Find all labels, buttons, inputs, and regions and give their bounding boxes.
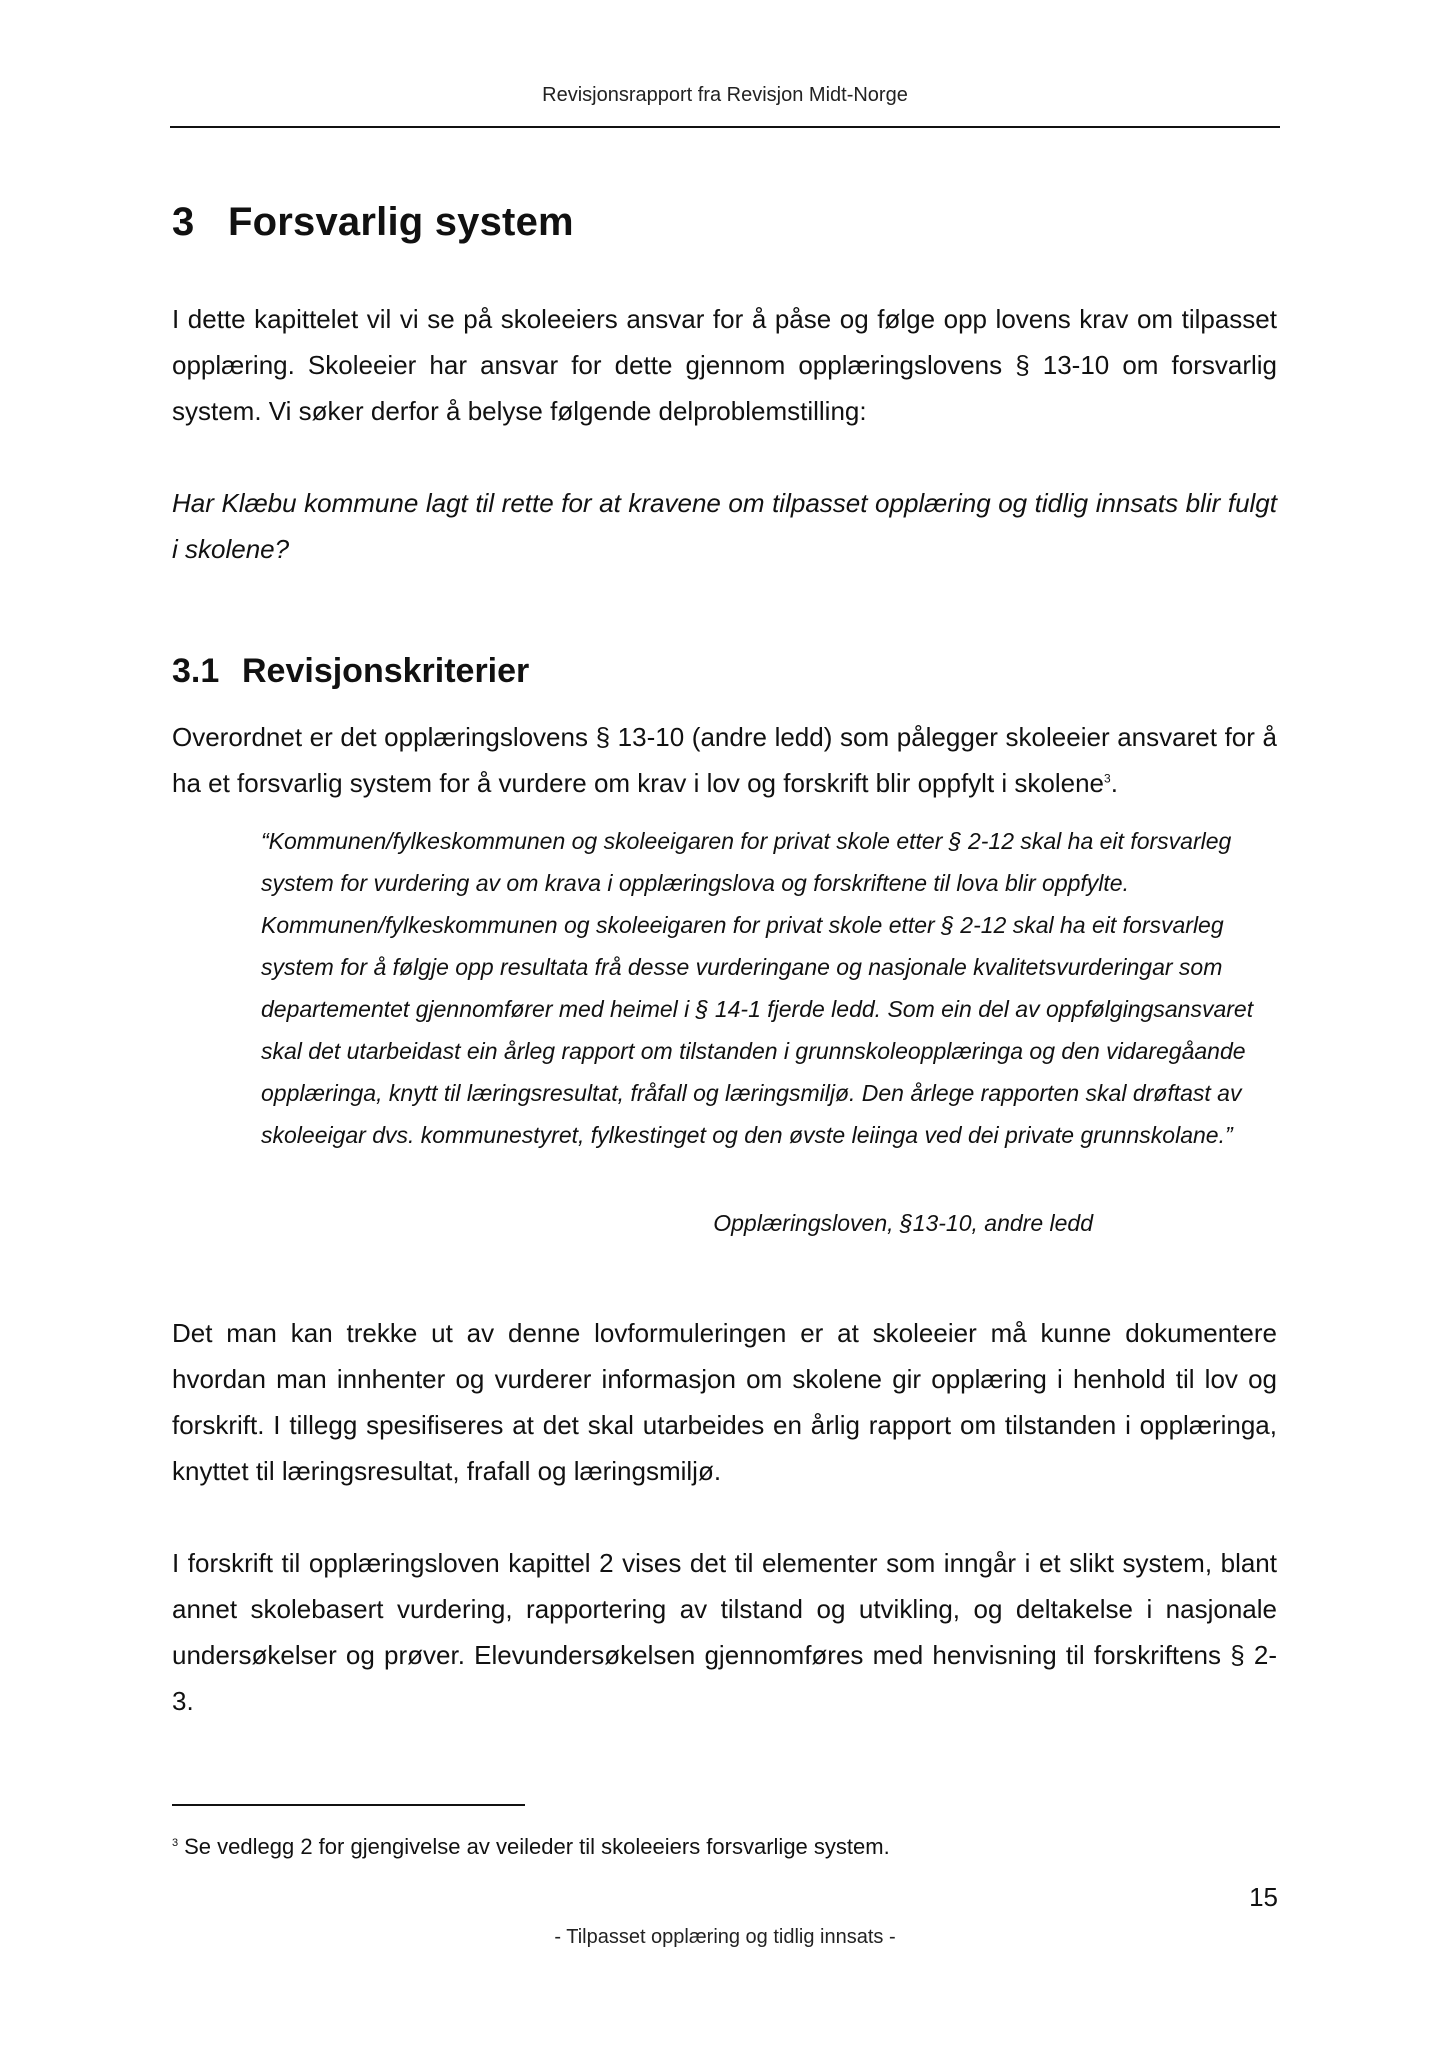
body-paragraph-3: I forskrift til opplæringsloven kapittel 2 vises det til elementer som inngår i et slikt system, blant annet skolebasert vurdering, rapportering av tilstand og utvikling, og deltakelse i nasjonale undersøkelser og prøver. Elevundersøkelsen gjennomføres med henvisning til forskriftens § 2-3. xyxy=(172,1548,1277,1716)
section-heading xyxy=(172,652,529,691)
chapter-title: Forsvarlig system xyxy=(228,200,574,244)
page-number: 15 xyxy=(1249,1882,1278,1912)
running-footer: - Tilpasset opplæring og tidlig innsats - xyxy=(554,1926,896,1948)
footnote-divider xyxy=(172,1804,525,1806)
law-quote: “Kommunen/fylkeskommunen og skoleeigaren for privat skole etter § 2-12 skal ha eit forsvarleg system for vurdering av om krava i opplæringslova og forskriftene til lova blir oppfylte. Kommunen/fylkeskommunen og skoleeigaren for privat skole etter § 2-12 skal ha eit forsvarleg system for å følgje opp resultata frå desse vurderingane og nasjonale kvalitetsvurderingar som departementet gjennomfører med heimel i § 14-1 fjerde ledd. Som ein del av oppfølgingsansvaret skal det utarbeidast ein årleg rapport om tilstanden i grunnskoleopplæringa og den vidaregåande opplæringa, knytt til læringsresultat, fråfall og læringsmiljø. Den årlege rapporten skal drøftast av skoleeigar dvs. kommunestyret, fylkestinget og den øvste leiinga ved dei private grunnskolane.” xyxy=(261,828,1254,1148)
running-header: Revisjonsrapport fra Revisjon Midt-Norge xyxy=(542,84,908,106)
chapter-number: 3 xyxy=(172,200,195,244)
research-question: Har Klæbu kommune lagt til rette for at kravene om tilpasset opplæring og tidlig innsats blir fulgt i skolene? xyxy=(172,488,1277,564)
header-divider xyxy=(170,126,1280,128)
footnote-number: 3 xyxy=(172,1836,179,1849)
section-number: 3.1 xyxy=(172,652,220,690)
section-intro-end: . xyxy=(1110,768,1118,798)
body-paragraph-2: Det man kan trekke ut av denne lovformuleringen er at skoleeier må kunne dokumentere hvordan man innhenter og vurderer informasjon om skolene gir opplæring i henhold til lov og forskrift. I tillegg spesifiseres at det skal utarbeides en årlig rapport om tilstanden i opplæringa, knyttet til læringsresultat, frafall og læringsmiljø. xyxy=(172,1318,1277,1486)
section-intro-text: Overordnet er det opplæringslovens § 13-10 (andre ledd) som pålegger skoleeier ansvaret for å ha et forsvarlig system for å vurdere om krav i lov og forskrift blir oppfylt i skolene xyxy=(172,722,1277,798)
footnote xyxy=(172,1834,1272,1860)
section-title: Revisjonskriterier xyxy=(242,652,530,690)
chapter-heading xyxy=(172,200,574,245)
quote-citation: Opplæringsloven, §13-10, andre ledd xyxy=(713,1210,1093,1236)
chapter-intro-paragraph: I dette kapittelet vil vi se på skoleeiers ansvar for å påse og følge opp lovens krav om tilpasset opplæring. Skoleeier har ansvar for dette gjennom opplæringslovens § 13-10 om forsvarlig system. Vi søker derfor å belyse følgende delproblemstilling: xyxy=(172,304,1277,426)
footnote-text: Se vedlegg 2 for gjengivelse av veileder til skoleeiers forsvarlige system. xyxy=(184,1834,890,1859)
section-intro-paragraph xyxy=(172,714,1277,806)
footnote-reference[interactable]: 3 xyxy=(1104,771,1111,786)
